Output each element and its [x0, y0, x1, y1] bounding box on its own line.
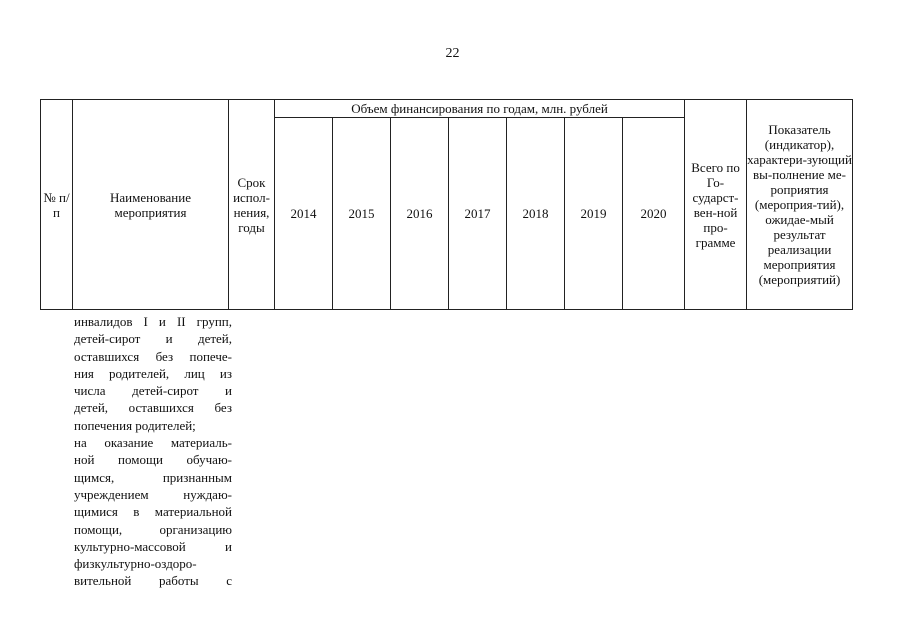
text-line: на оказание материаль-	[74, 435, 232, 451]
header-year: 2014	[275, 118, 333, 310]
header-year: 2016	[391, 118, 449, 310]
text-line: инвалидов I и II групп,	[74, 314, 232, 329]
text-line: ной помощи обучаю-	[74, 452, 232, 468]
text-line: учреждением нуждаю-	[74, 486, 232, 502]
text-line: помощи, организацию	[74, 521, 232, 537]
text-line: вительной работы с	[74, 573, 232, 589]
text-line: попечения родителей;	[74, 417, 196, 433]
header-term: Срок испол-нения, годы	[229, 100, 275, 310]
header-year: 2020	[623, 118, 685, 310]
text-line: культурно-массовой и	[74, 538, 232, 554]
header-event-name: Наименование мероприятия	[73, 100, 229, 310]
header-year: 2015	[333, 118, 391, 310]
text-line: щимися в материальной	[74, 504, 232, 520]
header-year: 2017	[449, 118, 507, 310]
funding-table-header	[40, 99, 853, 310]
header-year: 2018	[507, 118, 565, 310]
header-funding-span: Объем финансирования по годам, млн. рублей	[275, 100, 685, 118]
header-number: № п/п	[41, 100, 73, 310]
text-line: детей-сирот и детей,	[74, 331, 232, 347]
continued-event-description	[74, 313, 232, 590]
text-line: ния родителей, лиц из	[74, 365, 232, 381]
header-indicator: Показатель (индикатор), характери-зующий вы-полнение ме-роприятия (мероприя-тий), ожидае-мый результат реализации мероприятия (мероприятий)	[747, 100, 853, 310]
text-line: щимся, признанным	[74, 469, 232, 485]
text-line: оставшихся без попече-	[74, 348, 232, 364]
text-line: числа детей-сирот и	[74, 383, 232, 399]
text-line: физкультурно-оздоро-	[74, 556, 197, 572]
header-total: Всего по Го-сударст-вен-ной про-грамме	[685, 100, 747, 310]
page-number: 22	[445, 46, 460, 61]
header-year: 2019	[565, 118, 623, 310]
text-line: детей, оставшихся без	[74, 400, 232, 416]
